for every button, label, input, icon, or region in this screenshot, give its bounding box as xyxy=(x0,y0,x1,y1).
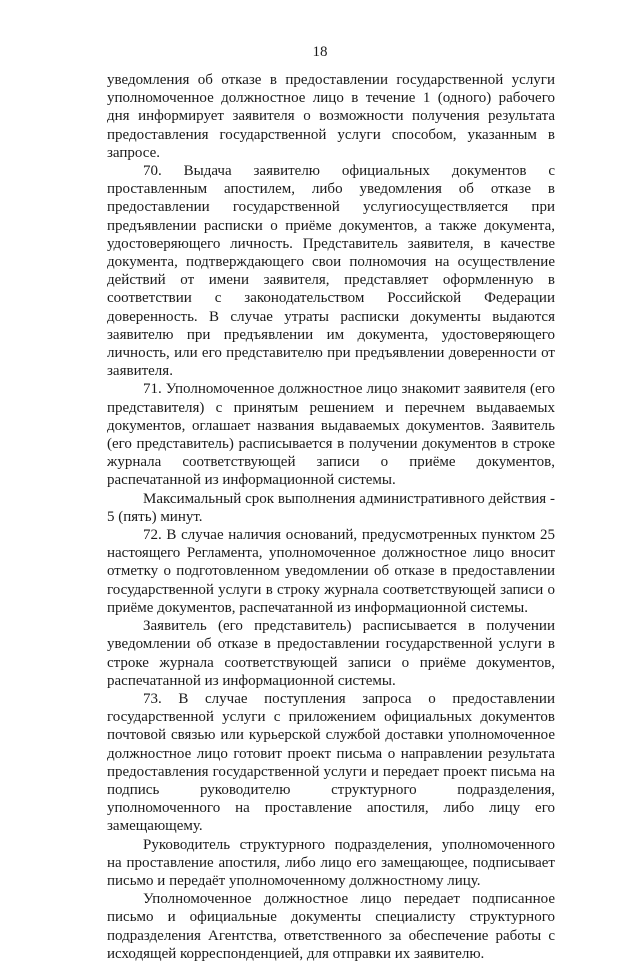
paragraph-73: 73. В случае поступления запроса о предоставлении государственной услуги с приложением официальных документов почтовой связью или курьерской службой доставки уполномоченное должностное лицо готовит проект письма о направлении результата предоставления государственной услуги и передает проект письма на подпись руководителю структурного подразделения, уполномоченного на проставление апостиля, либо лицу его замещающему. xyxy=(107,690,555,835)
paragraph-72-signature: Заявитель (его представитель) расписывается в получении уведомлении об отказе в предоставлении государственной услуги в строке журнала соответствующей записи о приёме документов, распечатанной из информационной системы. xyxy=(107,618,555,689)
paragraph-continuation: уведомления об отказе в предоставлении государственной услуги уполномоченное должностное лицо в течение 1 (одного) рабочего дня информирует заявителя о возможности получения результата предоставления государственной услуги способом, указанным в запросе. xyxy=(107,72,555,161)
document-body xyxy=(107,71,555,963)
paragraph-70: 70. Выдача заявителю официальных документов с проставленным апостилем, либо уведомления об отказе в предоставлении государственной услугиосуществляется при предъявлении расписки о приёме документов, а также документа, удостоверяющего личность. Представитель заявителя, в качестве документа, подтверждающего свои полномочия на осуществление действий от имени заявителя, представляет оформленную в соответствии с законодательством Российской Федерации доверенность. В случае утраты расписки документы выдаются заявителю при предъявлении им документа, удостоверяющего личность, или его представителю при предъявлении доверенности от заявителя. xyxy=(107,163,555,380)
page-number: 18 xyxy=(312,44,328,60)
paragraph-73-dispatch: Уполномоченное должностное лицо передает подписанное письмо и официальные документы специалисту структурного подразделения Агентства, ответственного за обеспечение работы с исходящей корреспонденцией, для отправки их заявителю. xyxy=(107,891,555,962)
paragraph-71: 71. Уполномоченное должностное лицо знакомит заявителя (его представителя) с принятым решением и перечнем выдаваемых документов, оглашает названия выдаваемых документов. Заявитель (его представитель) расписывается в получении документов в строке журнала соответствующей записи о приёме документов, распечатанной из информационной системы. xyxy=(107,381,555,489)
paragraph-72: 72. В случае наличия оснований, предусмотренных пунктом 25 настоящего Регламента, уполномоченное должностное лицо вносит отметку о подготовленном уведомлении об отказе в предоставлении государственной услуги в строку журнала соответствующей записи о приёме документов, распечатанной из информационной системы. xyxy=(107,527,555,616)
paragraph-73-head-signs: Руководитель структурного подразделения, уполномоченного на проставление апостиля, либо лицо его замещающее, подписывает письмо и передаёт уполномоченному должностному лицу. xyxy=(107,836,555,889)
paragraph-71-time-limit: Максимальный срок выполнения административного действия - 5 (пять) минут. xyxy=(107,490,555,525)
